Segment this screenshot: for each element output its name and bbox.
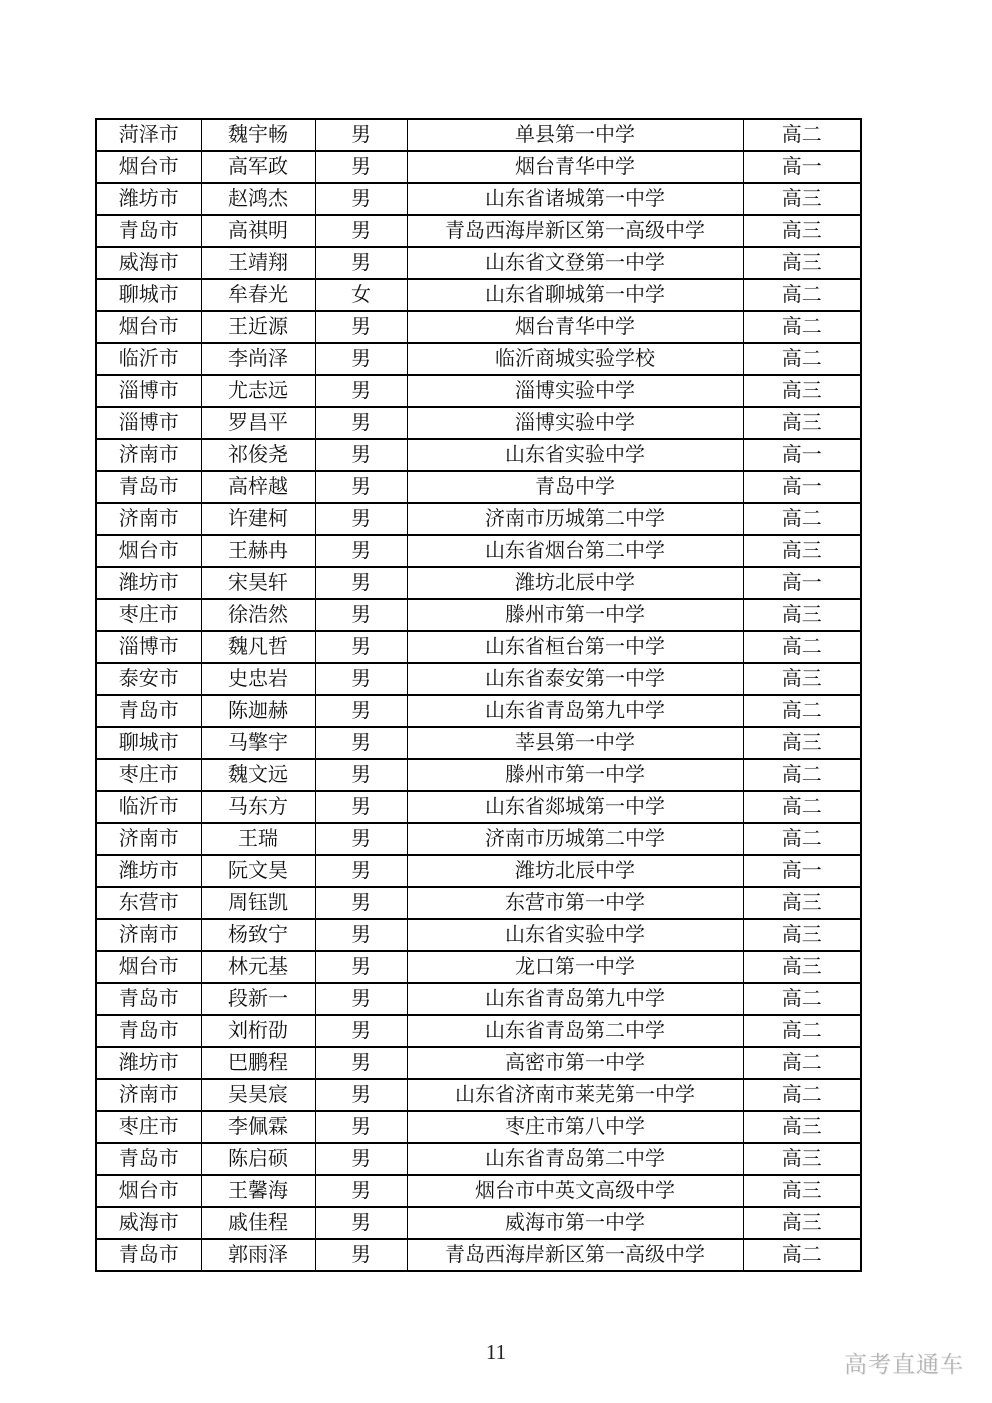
cell-grade: 高三 [743, 1111, 861, 1143]
cell-school: 山东省诸城第一中学 [407, 183, 743, 215]
cell-name: 阮文昊 [201, 855, 315, 887]
table-row [96, 1079, 861, 1111]
cell-school: 滕州市第一中学 [407, 759, 743, 791]
table-row [96, 119, 861, 151]
cell-school: 山东省郯城第一中学 [407, 791, 743, 823]
cell-name: 戚佳程 [201, 1207, 315, 1239]
cell-city: 济南市 [96, 823, 201, 855]
cell-gender: 男 [315, 983, 407, 1015]
cell-name: 巴鹏程 [201, 1047, 315, 1079]
table-row [96, 471, 861, 503]
cell-name: 林元基 [201, 951, 315, 983]
cell-grade: 高二 [743, 983, 861, 1015]
cell-city: 临沂市 [96, 791, 201, 823]
cell-gender: 男 [315, 567, 407, 599]
cell-name: 王赫冉 [201, 535, 315, 567]
cell-gender: 男 [315, 823, 407, 855]
cell-gender: 男 [315, 535, 407, 567]
cell-city: 济南市 [96, 503, 201, 535]
table-row [96, 311, 861, 343]
cell-school: 青岛西海岸新区第一高级中学 [407, 215, 743, 247]
cell-name: 高祺明 [201, 215, 315, 247]
cell-city: 济南市 [96, 439, 201, 471]
cell-gender: 男 [315, 1047, 407, 1079]
cell-name: 宋昊轩 [201, 567, 315, 599]
cell-school: 潍坊北辰中学 [407, 855, 743, 887]
cell-grade: 高二 [743, 695, 861, 727]
cell-name: 高军政 [201, 151, 315, 183]
cell-gender: 男 [315, 599, 407, 631]
cell-name: 周钰凯 [201, 887, 315, 919]
table-row [96, 343, 861, 375]
table-row [96, 439, 861, 471]
cell-name: 王靖翔 [201, 247, 315, 279]
cell-school: 山东省烟台第二中学 [407, 535, 743, 567]
cell-city: 东营市 [96, 887, 201, 919]
cell-city: 潍坊市 [96, 855, 201, 887]
table-row [96, 791, 861, 823]
cell-city: 枣庄市 [96, 1111, 201, 1143]
table-row [96, 567, 861, 599]
cell-gender: 男 [315, 759, 407, 791]
cell-gender: 男 [315, 471, 407, 503]
cell-school: 潍坊北辰中学 [407, 567, 743, 599]
cell-city: 淄博市 [96, 631, 201, 663]
cell-gender: 男 [315, 663, 407, 695]
cell-grade: 高一 [743, 855, 861, 887]
cell-name: 徐浩然 [201, 599, 315, 631]
cell-school: 滕州市第一中学 [407, 599, 743, 631]
cell-grade: 高二 [743, 1047, 861, 1079]
cell-gender: 男 [315, 919, 407, 951]
cell-city: 菏泽市 [96, 119, 201, 151]
cell-school: 威海市第一中学 [407, 1207, 743, 1239]
cell-school: 济南市历城第二中学 [407, 823, 743, 855]
cell-school: 烟台市中英文高级中学 [407, 1175, 743, 1207]
cell-city: 青岛市 [96, 215, 201, 247]
table-row [96, 663, 861, 695]
roster-table [95, 118, 862, 1272]
cell-school: 山东省聊城第一中学 [407, 279, 743, 311]
cell-city: 青岛市 [96, 471, 201, 503]
cell-gender: 男 [315, 439, 407, 471]
cell-school: 山东省青岛第九中学 [407, 983, 743, 1015]
cell-city: 潍坊市 [96, 1047, 201, 1079]
cell-city: 烟台市 [96, 951, 201, 983]
cell-school: 山东省青岛第九中学 [407, 695, 743, 727]
cell-gender: 男 [315, 503, 407, 535]
cell-school: 高密市第一中学 [407, 1047, 743, 1079]
cell-grade: 高二 [743, 1079, 861, 1111]
cell-gender: 男 [315, 951, 407, 983]
cell-gender: 男 [315, 791, 407, 823]
cell-school: 山东省实验中学 [407, 439, 743, 471]
cell-city: 威海市 [96, 1207, 201, 1239]
cell-gender: 男 [315, 183, 407, 215]
cell-gender: 男 [315, 631, 407, 663]
table-row [96, 407, 861, 439]
cell-gender: 男 [315, 375, 407, 407]
cell-name: 李尚泽 [201, 343, 315, 375]
cell-school: 烟台青华中学 [407, 311, 743, 343]
table-row [96, 951, 861, 983]
cell-gender: 男 [315, 1015, 407, 1047]
cell-gender: 男 [315, 1143, 407, 1175]
table-row [96, 215, 861, 247]
cell-city: 淄博市 [96, 375, 201, 407]
cell-grade: 高三 [743, 919, 861, 951]
cell-grade: 高二 [743, 823, 861, 855]
cell-grade: 高三 [743, 375, 861, 407]
table-row [96, 823, 861, 855]
table-row [96, 919, 861, 951]
table-row [96, 535, 861, 567]
cell-grade: 高一 [743, 567, 861, 599]
cell-gender: 男 [315, 1175, 407, 1207]
cell-school: 济南市历城第二中学 [407, 503, 743, 535]
cell-name: 史忠岩 [201, 663, 315, 695]
cell-name: 段新一 [201, 983, 315, 1015]
table-row [96, 855, 861, 887]
cell-name: 赵鸿杰 [201, 183, 315, 215]
table-row [96, 1111, 861, 1143]
cell-city: 潍坊市 [96, 183, 201, 215]
cell-grade: 高三 [743, 215, 861, 247]
cell-gender: 男 [315, 887, 407, 919]
table-row [96, 887, 861, 919]
cell-city: 青岛市 [96, 695, 201, 727]
table-row [96, 1047, 861, 1079]
cell-grade: 高二 [743, 343, 861, 375]
cell-name: 魏宇畅 [201, 119, 315, 151]
cell-grade: 高二 [743, 759, 861, 791]
cell-city: 青岛市 [96, 1015, 201, 1047]
cell-gender: 男 [315, 1111, 407, 1143]
cell-school: 烟台青华中学 [407, 151, 743, 183]
cell-school: 枣庄市第八中学 [407, 1111, 743, 1143]
cell-city: 聊城市 [96, 727, 201, 759]
cell-city: 青岛市 [96, 983, 201, 1015]
table-row [96, 247, 861, 279]
cell-grade: 高三 [743, 535, 861, 567]
table-row [96, 183, 861, 215]
cell-city: 威海市 [96, 247, 201, 279]
cell-grade: 高三 [743, 1143, 861, 1175]
table-row [96, 1239, 861, 1271]
cell-city: 淄博市 [96, 407, 201, 439]
cell-city: 烟台市 [96, 311, 201, 343]
table-row [96, 279, 861, 311]
table-row [96, 503, 861, 535]
cell-name: 祁俊尧 [201, 439, 315, 471]
cell-name: 马擎宇 [201, 727, 315, 759]
cell-city: 烟台市 [96, 151, 201, 183]
cell-grade: 高二 [743, 1015, 861, 1047]
cell-grade: 高二 [743, 791, 861, 823]
cell-gender: 男 [315, 407, 407, 439]
roster-table-body [96, 119, 861, 1271]
cell-gender: 男 [315, 727, 407, 759]
cell-name: 刘桁劭 [201, 1015, 315, 1047]
page-number: 11 [485, 1340, 507, 1364]
cell-school: 单县第一中学 [407, 119, 743, 151]
table-row [96, 1015, 861, 1047]
table-row [96, 695, 861, 727]
cell-name: 郭雨泽 [201, 1239, 315, 1271]
cell-name: 陈启硕 [201, 1143, 315, 1175]
cell-name: 魏凡哲 [201, 631, 315, 663]
cell-grade: 高三 [743, 727, 861, 759]
cell-gender: 男 [315, 247, 407, 279]
cell-grade: 高三 [743, 183, 861, 215]
cell-grade: 高三 [743, 1207, 861, 1239]
cell-city: 枣庄市 [96, 759, 201, 791]
cell-gender: 男 [315, 215, 407, 247]
cell-city: 青岛市 [96, 1239, 201, 1271]
cell-city: 济南市 [96, 919, 201, 951]
cell-school: 青岛中学 [407, 471, 743, 503]
cell-school: 淄博实验中学 [407, 407, 743, 439]
cell-grade: 高三 [743, 599, 861, 631]
cell-grade: 高二 [743, 631, 861, 663]
cell-grade: 高一 [743, 471, 861, 503]
cell-name: 王瑞 [201, 823, 315, 855]
cell-name: 王馨海 [201, 1175, 315, 1207]
cell-school: 莘县第一中学 [407, 727, 743, 759]
cell-name: 陈迦赫 [201, 695, 315, 727]
cell-name: 尤志远 [201, 375, 315, 407]
cell-gender: 男 [315, 119, 407, 151]
cell-name: 王近源 [201, 311, 315, 343]
cell-gender: 男 [315, 1207, 407, 1239]
cell-city: 潍坊市 [96, 567, 201, 599]
table-row [96, 375, 861, 407]
cell-city: 青岛市 [96, 1143, 201, 1175]
cell-city: 泰安市 [96, 663, 201, 695]
cell-grade: 高二 [743, 503, 861, 535]
cell-school: 山东省济南市莱芜第一中学 [407, 1079, 743, 1111]
cell-gender: 男 [315, 151, 407, 183]
cell-name: 杨致宁 [201, 919, 315, 951]
cell-city: 烟台市 [96, 535, 201, 567]
table-row [96, 983, 861, 1015]
cell-school: 山东省泰安第一中学 [407, 663, 743, 695]
cell-city: 枣庄市 [96, 599, 201, 631]
table-row [96, 727, 861, 759]
cell-name: 吴昊宸 [201, 1079, 315, 1111]
cell-school: 东营市第一中学 [407, 887, 743, 919]
cell-grade: 高三 [743, 1175, 861, 1207]
cell-gender: 男 [315, 311, 407, 343]
cell-school: 龙口第一中学 [407, 951, 743, 983]
cell-city: 济南市 [96, 1079, 201, 1111]
cell-grade: 高一 [743, 151, 861, 183]
cell-name: 牟春光 [201, 279, 315, 311]
cell-grade: 高三 [743, 407, 861, 439]
cell-grade: 高三 [743, 887, 861, 919]
cell-gender: 男 [315, 1239, 407, 1271]
cell-grade: 高一 [743, 439, 861, 471]
cell-grade: 高三 [743, 951, 861, 983]
cell-grade: 高三 [743, 247, 861, 279]
watermark-gaokao-zhitongche: 高考直通车 [844, 1351, 964, 1377]
cell-gender: 男 [315, 695, 407, 727]
table-row [96, 759, 861, 791]
cell-school: 青岛西海岸新区第一高级中学 [407, 1239, 743, 1271]
cell-grade: 高三 [743, 663, 861, 695]
cell-name: 高梓越 [201, 471, 315, 503]
cell-grade: 高二 [743, 279, 861, 311]
cell-city: 烟台市 [96, 1175, 201, 1207]
cell-school: 临沂商城实验学校 [407, 343, 743, 375]
cell-school: 山东省桓台第一中学 [407, 631, 743, 663]
cell-name: 许建柯 [201, 503, 315, 535]
table-row [96, 631, 861, 663]
cell-school: 山东省文登第一中学 [407, 247, 743, 279]
table-row [96, 599, 861, 631]
cell-city: 聊城市 [96, 279, 201, 311]
table-row [96, 1143, 861, 1175]
cell-name: 罗昌平 [201, 407, 315, 439]
cell-name: 马东方 [201, 791, 315, 823]
cell-gender: 男 [315, 343, 407, 375]
cell-name: 魏文远 [201, 759, 315, 791]
cell-city: 临沂市 [96, 343, 201, 375]
cell-grade: 高二 [743, 1239, 861, 1271]
cell-school: 淄博实验中学 [407, 375, 743, 407]
cell-school: 山东省青岛第二中学 [407, 1015, 743, 1047]
table-row [96, 151, 861, 183]
cell-gender: 女 [315, 279, 407, 311]
cell-name: 李佩霖 [201, 1111, 315, 1143]
table-row [96, 1175, 861, 1207]
cell-gender: 男 [315, 1079, 407, 1111]
cell-school: 山东省青岛第二中学 [407, 1143, 743, 1175]
cell-gender: 男 [315, 855, 407, 887]
table-row [96, 1207, 861, 1239]
cell-grade: 高二 [743, 119, 861, 151]
cell-school: 山东省实验中学 [407, 919, 743, 951]
cell-grade: 高二 [743, 311, 861, 343]
